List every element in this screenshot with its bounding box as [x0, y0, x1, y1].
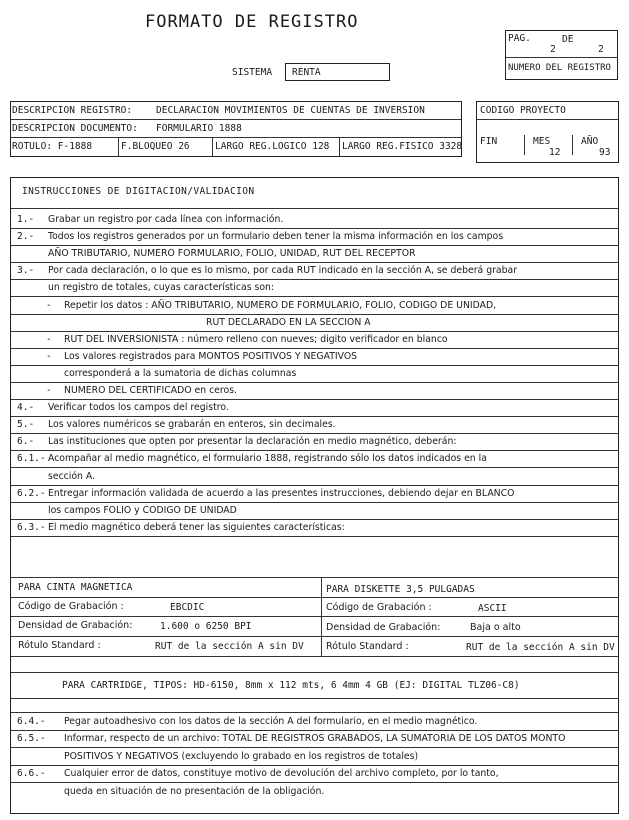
cinta-codigo-label: Código de Grabación :	[18, 601, 124, 612]
instruction-text: Grabar un registro por cada línea con información.	[48, 214, 284, 225]
bloqueo: F.BLOQUEO 26	[121, 141, 190, 152]
desc-registro-label: DESCRIPCION REGISTRO:	[12, 105, 133, 116]
instruction-rule	[11, 331, 618, 332]
codigo-proyecto-label: CODIGO PROYECTO	[480, 105, 566, 116]
instruction-number: 6.3.-	[17, 522, 46, 533]
instruction-text: corresponderá a la sumatoria de dichas columnas	[64, 368, 297, 379]
instruction-number: -	[46, 334, 52, 345]
cinta-densidad-label: Densidad de Grabación:	[18, 620, 133, 631]
mes-value: 12	[549, 147, 561, 158]
instruction-rule	[11, 450, 618, 451]
cinta-rotulo-value: RUT de la sección A sin DV	[155, 641, 304, 652]
instruction-rule	[11, 485, 618, 486]
instruction-rule	[11, 365, 618, 366]
codigo-proyecto-block	[476, 101, 619, 163]
largo-fisico: LARGO REG.FISICO 3328	[342, 141, 463, 152]
final-number: 6.6.-	[17, 768, 46, 779]
instruction-number: 2.-	[17, 231, 35, 242]
final-text: queda en situación de no presentación de la obligación.	[64, 786, 325, 797]
mes-label: MES	[533, 136, 551, 147]
cinta-title: PARA CINTA MAGNETICA	[18, 582, 133, 593]
instruction-rule	[11, 536, 618, 537]
ano-label: AÑO	[581, 136, 599, 147]
cartridge-text: PARA CARTRIDGE, TIPOS: HD-6150, 8mm x 112 mts, 6 4mm 4 GB (EJ: DIGITAL TLZ06-C8)	[62, 680, 520, 691]
instruction-text: Acompañar al medio magnético, el formulario 1888, registrando sólo los datos indicados en la	[48, 453, 487, 464]
sistema-value: RENTA	[292, 67, 321, 78]
instruction-text: RUT DEL INVERSIONISTA : número relleno con nueves; digito verificador en blanco	[64, 334, 448, 345]
fin-label: FIN	[480, 136, 498, 147]
diskette-codigo-value: ASCII	[478, 603, 507, 614]
instruction-rule	[11, 314, 618, 315]
diskette-rotulo-value: RUT de la sección A sin DV	[466, 642, 615, 653]
instruction-rule	[11, 245, 618, 246]
instruction-rule	[11, 399, 618, 400]
instruction-rule	[11, 262, 618, 263]
sistema-label: SISTEMA	[232, 67, 273, 78]
instruction-rule	[11, 348, 618, 349]
diskette-rotulo-label: Rótulo Standard :	[326, 641, 409, 652]
ano-value: 93	[599, 147, 611, 158]
instruction-text: Los valores registrados para MONTOS POSITIVOS Y NEGATIVOS	[64, 351, 358, 362]
rotulo: ROTULO: F-1888	[12, 141, 93, 152]
instruction-text: El medio magnético deberá tener las siguientes características:	[48, 522, 345, 533]
cinta-codigo-value: EBCDIC	[170, 602, 205, 613]
instruction-number: 3.-	[17, 265, 35, 276]
final-text: Pegar autoadhesivo con los datos de la sección A del formulario, en el medio magnético.	[64, 716, 478, 727]
largo-logico: LARGO REG.LOGICO 128	[215, 141, 330, 152]
instruction-text: Todos los registros generados por un formulario deben tener la misma información en los campos	[48, 231, 504, 242]
numero-registro-label: NUMERO DEL REGISTRO	[508, 63, 611, 73]
desc-registro-value: DECLARACION MOVIMIENTOS DE CUENTAS DE INVERSION	[156, 105, 425, 116]
instruction-text: Los valores numéricos se grabarán en enteros, sin decimales.	[48, 419, 336, 430]
instruction-text: un registro de totales, cuyas características son:	[48, 282, 275, 293]
diskette-densidad-label: Densidad de Grabación:	[326, 622, 441, 633]
description-block	[10, 101, 462, 157]
final-text: Cualquier error de datos, constituye motivo de devolución del archivo completo, por lo tanto,	[64, 768, 499, 779]
instruction-text: RUT DECLARADO EN LA SECCION A	[206, 317, 371, 328]
page-title: FORMATO DE REGISTRO	[145, 12, 359, 32]
instruction-text: Por cada declaración, o lo que es lo mismo, por cada RUT indicado en la sección A, se deberá grabar	[48, 265, 518, 276]
instruction-rule	[11, 467, 618, 468]
instruction-rule	[11, 519, 618, 520]
final-number: 6.5.-	[17, 733, 46, 744]
instruction-text: AÑO TRIBUTARIO, NUMERO FORMULARIO, FOLIO, UNIDAD, RUT DEL RECEPTOR	[48, 248, 416, 259]
instruction-rule	[11, 296, 618, 297]
instruction-text: Entregar información validada de acuerdo a las presentes instrucciones, debiendo dejar en BLANCO	[48, 488, 515, 499]
instruction-number: 6.1.-	[17, 453, 46, 464]
instruction-rule	[11, 502, 618, 503]
instruction-text: NUMERO DEL CERTIFICADO en ceros.	[64, 385, 237, 396]
desc-documento-label: DESCRIPCION DOCUMENTO:	[12, 123, 138, 134]
instruction-rule	[11, 382, 618, 383]
instruction-number: -	[46, 385, 52, 396]
instruction-rule	[11, 279, 618, 280]
instruction-number: 6.2.-	[17, 488, 46, 499]
final-rule	[11, 782, 618, 783]
pag-number: 2	[550, 44, 556, 55]
final-rule	[11, 765, 618, 766]
instruction-text: Las instituciones que opten por presentar la declaración en medio magnético, deberán:	[48, 436, 457, 447]
diskette-densidad-value: Baja o alto	[470, 622, 521, 633]
instruction-text: sección A.	[48, 471, 96, 482]
sistema-field	[285, 63, 390, 81]
pag-label: PAG.	[508, 33, 531, 44]
desc-documento-value: FORMULARIO 1888	[156, 123, 242, 134]
de-label: DE	[562, 34, 574, 45]
instructions-heading: INSTRUCCIONES DE DIGITACION/VALIDACION	[22, 186, 255, 197]
de-number: 2	[598, 44, 604, 55]
cinta-rotulo-label: Rótulo Standard :	[18, 640, 101, 651]
page-number-box	[505, 30, 618, 80]
instruction-number: -	[46, 351, 52, 362]
instruction-rule	[11, 416, 618, 417]
instruction-number: 1.-	[17, 214, 35, 225]
instruction-number: -	[46, 300, 52, 311]
instruction-text: Verificar todos los campos del registro.	[48, 402, 229, 413]
instruction-number: 5.-	[17, 419, 35, 430]
instruction-text: los campos FOLIO y CODIGO DE UNIDAD	[48, 505, 237, 516]
instruction-number: 6.-	[17, 436, 35, 447]
instruction-rule	[11, 433, 618, 434]
cinta-densidad-value: 1.600 o 6250 BPI	[160, 621, 252, 632]
instruction-number: 4.-	[17, 402, 35, 413]
final-text: POSITIVOS Y NEGATIVOS (excluyendo lo grabado en los registros de totales)	[64, 751, 419, 762]
final-text: Informar, respecto de un archivo: TOTAL DE REGISTROS GRABADOS, LA SUMATORIA DE LOS DATOS MONTO	[64, 733, 566, 744]
instruction-text: Repetir los datos : AÑO TRIBUTARIO, NUMERO DE FORMULARIO, FOLIO, CODIGO DE UNIDAD,	[64, 300, 497, 311]
final-rule	[11, 730, 618, 731]
instruction-rule	[11, 228, 618, 229]
final-number: 6.4.-	[17, 716, 46, 727]
diskette-codigo-label: Código de Grabación :	[326, 602, 432, 613]
diskette-title: PARA DISKETTE 3,5 PULGADAS	[326, 584, 475, 595]
final-rule	[11, 747, 618, 748]
